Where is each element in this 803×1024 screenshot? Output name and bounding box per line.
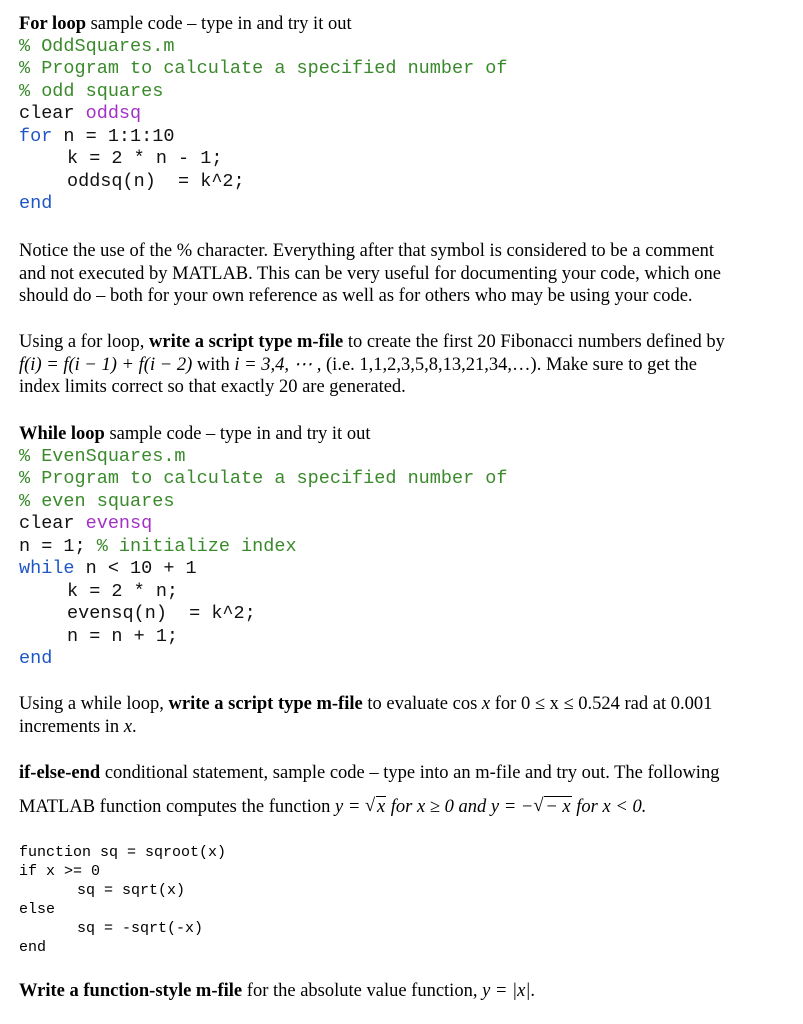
math-expression: for x < 0. <box>571 796 647 817</box>
paragraph-line <box>19 762 719 785</box>
abs-formula: y = |x| <box>482 981 531 1001</box>
bold-text: Write a function-style m-file <box>19 981 243 1001</box>
for-loop-heading <box>19 13 507 36</box>
text: for the absolute value function, <box>242 981 483 1001</box>
code-comment: % EvenSquares.m <box>19 445 186 467</box>
cos-task <box>19 693 712 738</box>
math-expression: for x ≥ 0 and <box>386 796 491 817</box>
code-comment: % initialize index <box>96 535 297 557</box>
abs-task <box>19 980 535 1003</box>
code-line <box>19 171 507 194</box>
code-line <box>19 558 507 581</box>
code-keyword: end <box>19 648 53 669</box>
range-expression: 0 ≤ x ≤ 0.524 <box>520 694 620 714</box>
sqrt-symbol <box>533 796 571 819</box>
paragraph-line: index limits correct so that exactly 20 are generated. <box>19 377 406 397</box>
paragraph-line <box>19 980 535 1003</box>
paragraph-line <box>19 716 712 739</box>
code-variable: oddsq <box>85 103 142 124</box>
text: for <box>490 694 521 714</box>
code-text: evensq(n) = k^2; <box>67 603 256 624</box>
paragraph-line: Notice the use of the % character. Everything after that symbol is considered to be a comment <box>19 241 715 261</box>
code-text: clear <box>19 103 86 124</box>
math-variable: x <box>376 796 386 817</box>
code-text: n = n + 1; <box>67 625 179 647</box>
index-range: i = 3,4, ⋯ , <box>234 354 322 375</box>
code-text: n < 10 + 1 <box>74 558 197 579</box>
code-comment: % OddSquares.m <box>19 35 175 57</box>
text: to evaluate cos <box>362 694 482 714</box>
bold-text: write a script type m-file <box>149 332 344 352</box>
code-text: sq = sqrt(x) <box>77 882 186 899</box>
code-line <box>19 581 507 604</box>
code-text: oddsq(n) = k^2; <box>67 170 245 192</box>
code-keyword: while <box>19 558 75 579</box>
text: (i.e. 1,1,2,3,5,8,13,21,34,…). Make sure to get the <box>321 354 697 375</box>
bold-text: write a script type m-file <box>168 694 363 714</box>
code-line <box>19 626 507 649</box>
text: rad at 0.001 <box>619 694 713 714</box>
while-loop-heading <box>19 423 507 446</box>
code-line: if x >= 0 <box>19 863 101 880</box>
code-text: clear <box>19 513 86 534</box>
code-keyword: end <box>19 193 53 214</box>
paragraph-line <box>19 796 719 819</box>
text: increments in <box>19 716 124 737</box>
heading-bold: While loop <box>19 424 105 444</box>
code-comment: % Program to calculate a specified number of <box>19 58 508 79</box>
code-line <box>19 881 226 900</box>
code-line <box>19 148 507 171</box>
code-variable: evensq <box>85 513 153 534</box>
heading-bold: For loop <box>19 14 86 34</box>
paragraph-line <box>19 331 725 354</box>
code-comment: % odd squares <box>19 80 164 102</box>
heading-text: sample code – type in and try it out <box>104 424 371 444</box>
code-line <box>19 103 507 126</box>
text: Using a while loop, <box>19 694 169 714</box>
text: . <box>132 716 137 737</box>
text: with <box>192 354 235 375</box>
bold-text: if-else-end <box>19 763 101 783</box>
code-text: k = 2 * n - 1; <box>67 148 223 169</box>
code-text: n = 1:1:10 <box>52 125 175 147</box>
math-variable: − x <box>545 796 571 817</box>
paragraph-line: should do – both for your own reference as well as for others who may be using your code. <box>19 286 693 306</box>
code-comment: % even squares <box>19 490 175 512</box>
if-else-code <box>19 843 226 957</box>
text: conditional statement, sample code – type into an m-file and try out. The following <box>100 763 720 783</box>
code-line <box>19 126 507 149</box>
code-line <box>19 919 226 938</box>
sqrt-symbol <box>365 796 386 819</box>
heading-text: sample code – type in and try it out <box>85 14 352 34</box>
code-keyword: for <box>19 125 53 147</box>
math-variable: x <box>481 694 491 714</box>
code-text: n = 1; <box>19 535 97 557</box>
code-line <box>19 513 507 536</box>
text: to create the first 20 Fibonacci numbers defined by <box>343 332 725 352</box>
fibonacci-task <box>19 331 725 399</box>
math-variable: x <box>123 716 133 737</box>
fibonacci-formula: f(i) = f(i − 1) + f(i − 2) <box>19 354 193 375</box>
code-line: end <box>19 939 47 956</box>
notice-paragraph <box>19 240 721 308</box>
paragraph-line: and not executed by MATLAB. This can be very useful for documenting your code, which one <box>19 263 721 284</box>
while-loop-section <box>19 423 507 671</box>
if-else-section <box>19 762 719 818</box>
text: Using a for loop, <box>19 332 149 352</box>
text: MATLAB function computes the function <box>19 796 335 817</box>
code-line <box>19 603 507 626</box>
paragraph-line <box>19 354 725 377</box>
text: . <box>530 981 536 1001</box>
code-text: sq = -sqrt(-x) <box>77 920 204 937</box>
code-comment: % Program to calculate a specified number of <box>19 468 508 489</box>
math-expression: y = − <box>490 796 534 817</box>
paragraph-line <box>19 693 712 716</box>
math-expression: y = <box>335 796 365 817</box>
code-line: else <box>19 901 56 918</box>
code-line <box>19 536 507 559</box>
for-loop-section <box>19 13 507 216</box>
code-text: k = 2 * n; <box>67 580 179 602</box>
code-line: function sq = sqroot(x) <box>19 844 227 861</box>
